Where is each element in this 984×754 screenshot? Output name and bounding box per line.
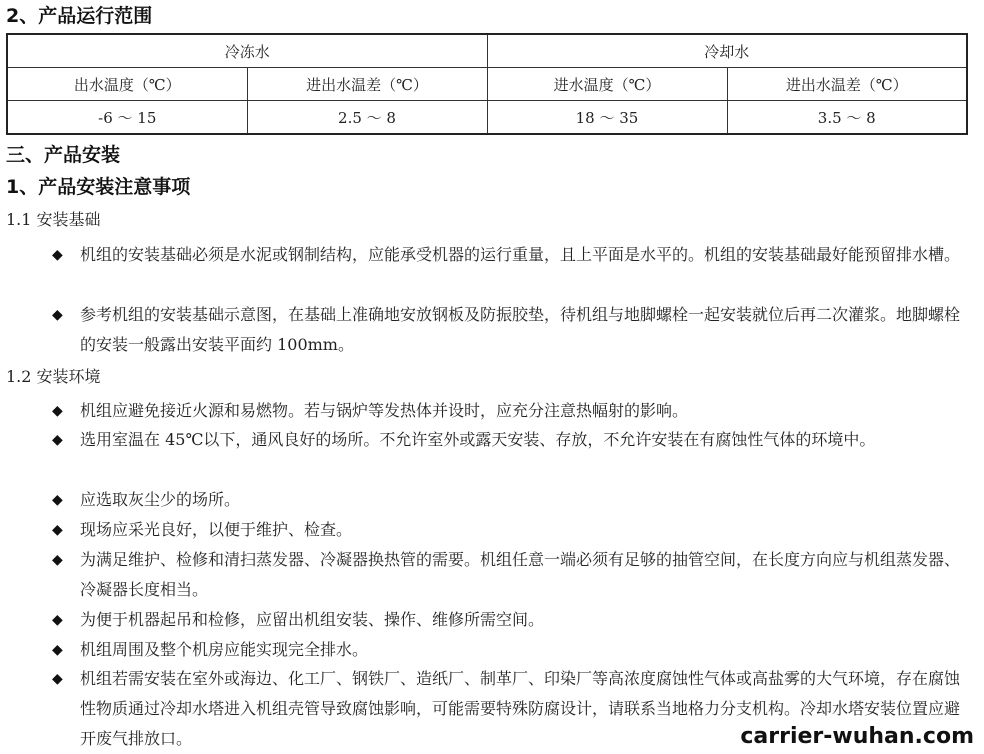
list-item-text: 机组的安装基础必须是水泥或钢制结构，应能承受机器的运行重量，且上平面是水平的。机组的安装基础最好能预留排水槽。	[80, 245, 961, 264]
list-item	[52, 545, 972, 605]
group-chilled-water: 冷冻水	[7, 34, 487, 68]
list-item	[52, 605, 972, 635]
bullet-diamond-icon: ◆	[52, 612, 63, 628]
bullet-diamond-icon: ◆	[52, 642, 63, 658]
list-item-text: 参考机组的安装基础示意图，在基础上准确地安放钢板及防振胶垫，待机组与地脚螺栓一起安装就位后再二次灌浆。地脚螺栓的安装一般露出安装平面约 100mm。	[80, 305, 961, 354]
list-item-text: 为满足维护、检修和清扫蒸发器、冷凝器换热管的需要。机组任意一端必须有足够的抽管空间，在长度方向应与机组蒸发器、冷凝器长度相当。	[80, 550, 961, 599]
section-heading-run-range: 2、产品运行范围	[6, 5, 153, 27]
list-item	[52, 635, 972, 665]
list-item-text: 机组周围及整个机房应能实现完全排水。	[80, 640, 369, 659]
list-item-text: 现场应采光良好，以便于维护、检查。	[80, 520, 353, 539]
list-item	[52, 396, 972, 426]
list-item-text: 机组若需安装在室外或海边、化工厂、钢铁厂、造纸厂、制革厂、印染厂等高浓度腐蚀性气体或高盐雾的大气环境，存在腐蚀性物质通过冷却水塔进入机组壳管导致腐蚀影响，可能需要特殊防腐设计，请联系当地格力分支机构。冷却水塔安装位置应避开废气排放口。	[80, 669, 961, 748]
column-header: 进水温度（℃）	[487, 68, 727, 101]
column-header: 进出水温差（℃）	[727, 68, 967, 101]
list-item	[52, 515, 972, 545]
column-header: 进出水温差（℃）	[247, 68, 487, 101]
table-cell: 18 ～ 35	[487, 101, 727, 135]
group-cooling-water: 冷却水	[487, 34, 967, 68]
bullet-diamond-icon: ◆	[52, 403, 63, 419]
bullet-diamond-icon: ◆	[52, 492, 63, 508]
list-item-text: 机组应避免接近火源和易燃物。若与锅炉等发热体并设时，应充分注意热幅射的影响。	[80, 401, 689, 420]
section-heading-install-notes: 1、产品安装注意事项	[6, 176, 191, 198]
list-item-text: 为便于机器起吊和检修，应留出机组安装、操作、维修所需空间。	[80, 610, 545, 629]
table-row	[7, 101, 967, 135]
list-item-text: 选用室温在 45℃以下，通风良好的场所。不允许室外或露天安装、存放，不允许安装在有腐蚀性气体的环境中。	[80, 430, 876, 449]
section-heading-install: 三、产品安装	[6, 144, 121, 166]
list-item	[52, 240, 972, 270]
watermark: carrier-wuhan.com	[740, 724, 974, 749]
table-header-row	[7, 68, 967, 101]
table-cell: 3.5 ～ 8	[727, 101, 967, 135]
subheading-foundation: 1.1 安装基础	[6, 210, 101, 229]
table-group-row	[7, 34, 967, 68]
bullet-diamond-icon: ◆	[52, 307, 63, 323]
list-item	[52, 485, 972, 515]
list-item-text: 应选取灰尘少的场所。	[80, 490, 241, 509]
table-cell: 2.5 ～ 8	[247, 101, 487, 135]
run-range-table	[6, 33, 968, 135]
table-cell: -6 ～ 15	[7, 101, 247, 135]
bullet-diamond-icon: ◆	[52, 432, 63, 448]
subheading-environment: 1.2 安装环境	[6, 367, 101, 386]
bullet-diamond-icon: ◆	[52, 247, 63, 263]
bullet-diamond-icon: ◆	[52, 552, 63, 568]
bullet-diamond-icon: ◆	[52, 671, 63, 687]
bullet-diamond-icon: ◆	[52, 522, 63, 538]
column-header: 出水温度（℃）	[7, 68, 247, 101]
list-item	[52, 300, 972, 360]
list-item	[52, 425, 972, 455]
